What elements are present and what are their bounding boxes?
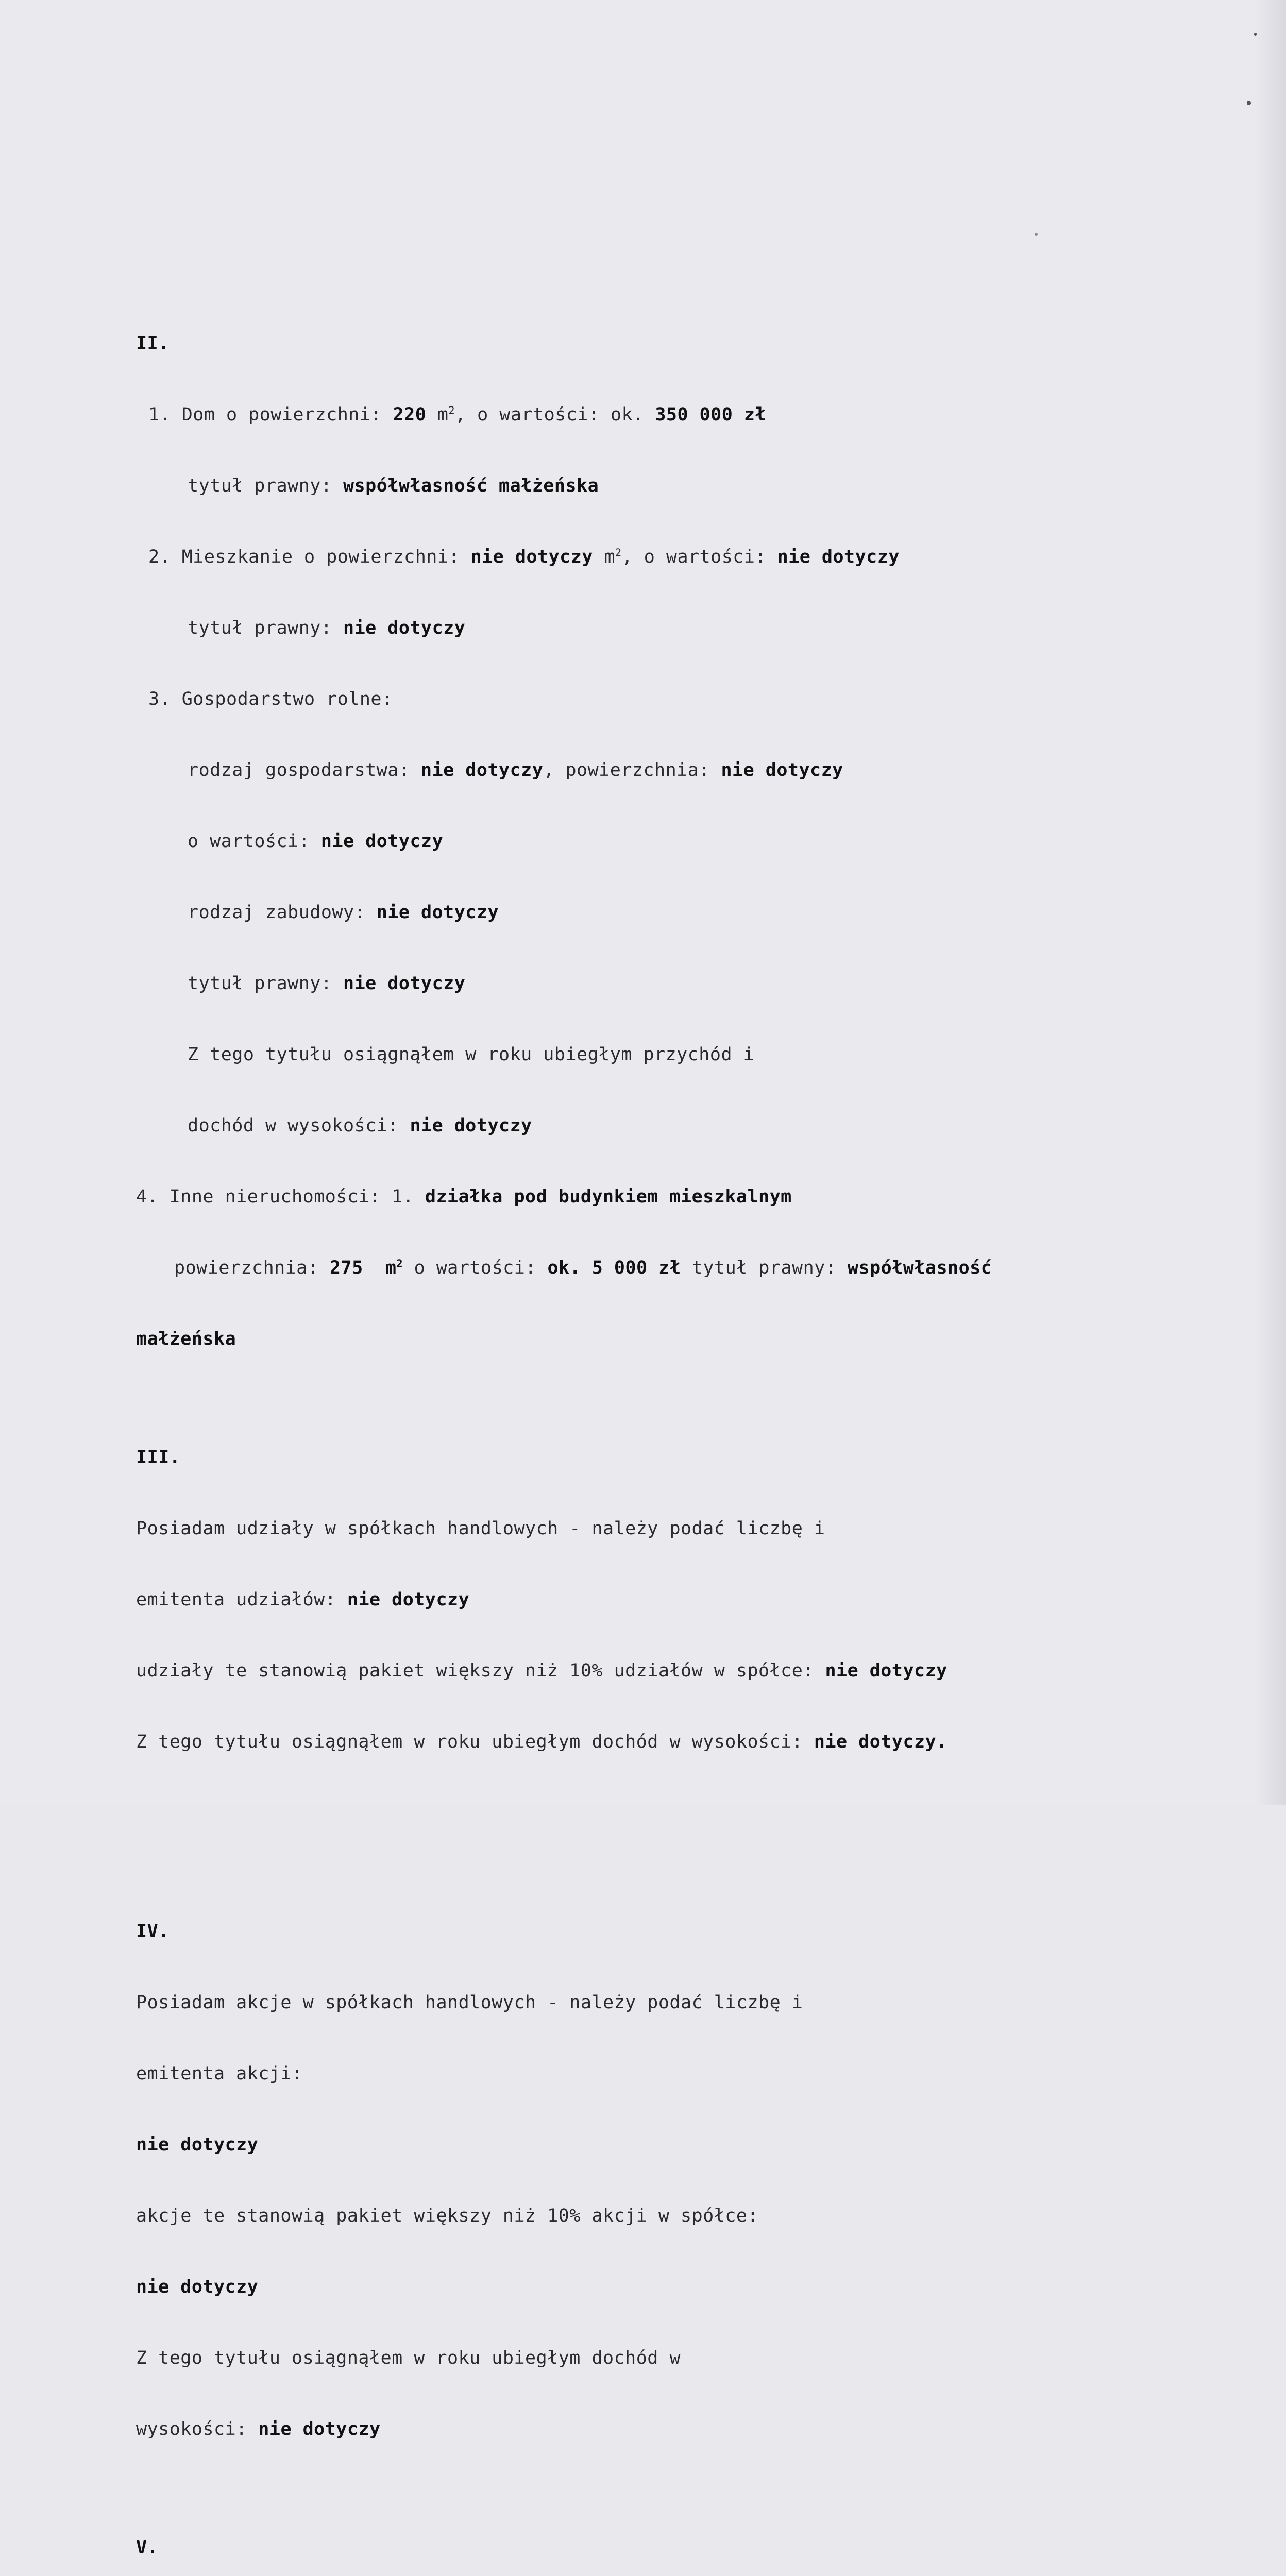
stocks-issuer: nie dotyczy — [136, 2134, 259, 2155]
text: tytuł prawny: — [681, 1258, 848, 1278]
stocks-packet: nie dotyczy — [136, 2277, 259, 2297]
page-edge-shadow — [1255, 0, 1286, 1805]
text: rodzaj gospodarstwa: — [188, 760, 421, 781]
stocks-income — [136, 2417, 1131, 2441]
farm-income-text: Z tego tytułu osiągnąłem w roku ubiegłym przychód i — [188, 1044, 755, 1065]
farm-buildings — [136, 901, 1131, 924]
text: Z tego tytułu osiągnąłem w roku ubiegłym dochód w wysokości: — [136, 1732, 814, 1752]
value: nie dotyczy — [376, 902, 499, 923]
farm-title — [136, 972, 1131, 995]
value: nie dotyczy — [825, 1660, 947, 1681]
value: nie dotyczy. — [814, 1732, 947, 1752]
text: 1. Dom o powierzchni: — [148, 404, 393, 425]
text: m — [363, 1258, 397, 1278]
plot-value: ok. 5 000 zł — [547, 1258, 681, 1278]
stocks-packet-label: akcje te stanowią pakiet większy niż 10% akcji w spółce: — [136, 2206, 759, 2226]
document-body — [136, 237, 1131, 2576]
value: nie dotyczy — [470, 547, 593, 567]
superscript: 2 — [448, 404, 455, 417]
item-farm: 3. Gospodarstwo rolne: — [148, 689, 393, 709]
text: tytuł prawny: — [188, 973, 344, 994]
farm-type — [136, 758, 1131, 782]
text: tytuł prawny: — [188, 618, 344, 638]
shares-issuer — [136, 1588, 1131, 1612]
superscript: 2 — [615, 546, 622, 559]
farm-income — [136, 1114, 1131, 1138]
value: nie dotyczy — [258, 2419, 381, 2439]
house-value: 350 000 zł — [655, 404, 767, 425]
house-ownership: współwłasność małżeńska — [343, 476, 599, 496]
text: o wartości: — [403, 1258, 548, 1278]
text: emitenta udziałów: — [136, 1589, 347, 1610]
value: nie dotyczy — [343, 973, 466, 994]
shares-text: Posiadam udziały w spółkach handlowych - należy podać liczbę i — [136, 1518, 825, 1539]
value: nie dotyczy — [777, 547, 900, 567]
text: dochód w wysokości: — [188, 1115, 410, 1136]
stocks-text: Posiadam akcje w spółkach handlowych - należy podać liczbę i — [136, 1992, 803, 2013]
value: nie dotyczy — [347, 1589, 470, 1610]
superscript: 2 — [396, 1257, 403, 1270]
scan-speck — [1035, 233, 1038, 236]
value: nie dotyczy — [410, 1115, 532, 1136]
scan-speck — [1247, 101, 1251, 105]
text: , o wartości: ok. — [455, 404, 655, 425]
section-heading-v: V. — [136, 2537, 159, 2558]
shares-income — [136, 1730, 1131, 1754]
text: 4. Inne nieruchomości: 1. — [136, 1187, 425, 1207]
text: rodzaj zabudowy: — [188, 902, 377, 923]
item-apartment — [136, 545, 1131, 569]
section-heading-ii: II. — [136, 333, 170, 354]
text: wysokości: — [136, 2419, 259, 2439]
text: powierzchnia: — [174, 1258, 330, 1278]
shares-packet — [136, 1659, 1131, 1683]
text: , powierzchnia: — [543, 760, 721, 781]
text: m — [593, 547, 616, 567]
stocks-income-text: Z tego tytułu osiągnąłem w roku ubiegłym dochód w — [136, 2348, 681, 2368]
farm-value — [136, 829, 1131, 853]
plot-ownership: współwłasność — [847, 1258, 992, 1278]
text: udziały te stanowią pakiet większy niż 10% udziałów w spółce: — [136, 1660, 825, 1681]
text: , o wartości: — [621, 547, 777, 567]
plot-ownership-cont: małżeńska — [136, 1329, 236, 1349]
value: nie dotyczy — [721, 760, 843, 781]
section-heading-iii: III. — [136, 1447, 181, 1468]
text: 2. Mieszkanie o powierzchni: — [148, 547, 471, 567]
house-area: 220 — [393, 404, 427, 425]
stocks-issuer-label: emitenta akcji: — [136, 2063, 303, 2084]
item-house — [136, 403, 1131, 427]
other-property-name: działka pod budynkiem mieszkalnym — [425, 1187, 792, 1207]
plot-area: 275 — [330, 1258, 363, 1278]
other-property-details — [136, 1256, 1131, 1280]
text: m — [426, 404, 449, 425]
value: nie dotyczy — [343, 618, 466, 638]
scan-speck — [1254, 33, 1257, 36]
text: o wartości: — [188, 831, 321, 852]
value: nie dotyczy — [421, 760, 544, 781]
value: nie dotyczy — [320, 831, 444, 852]
text: tytuł prawny: — [188, 476, 344, 496]
house-title — [136, 474, 1131, 498]
item-other-property — [136, 1185, 1131, 1209]
apartment-title — [136, 616, 1131, 640]
section-heading-iv: IV. — [136, 1921, 170, 1942]
